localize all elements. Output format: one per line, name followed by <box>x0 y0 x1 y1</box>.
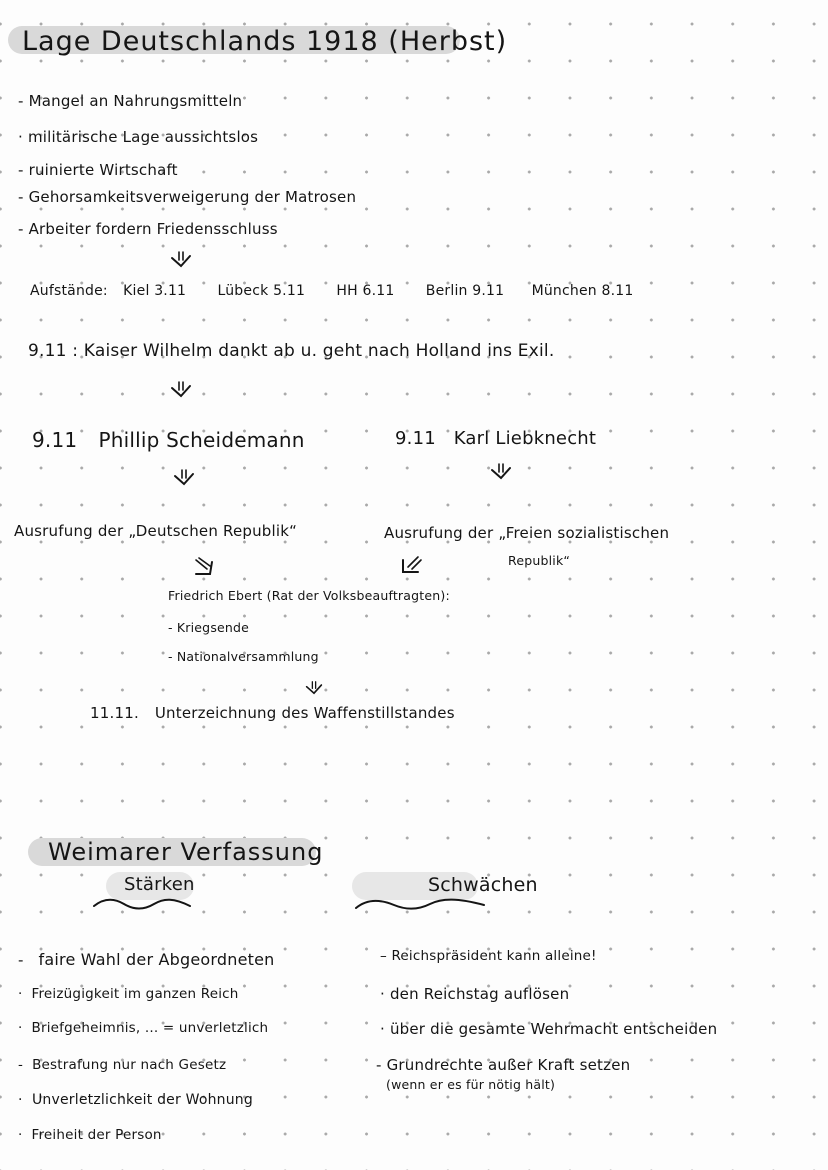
arrow-down-right-icon <box>194 558 216 576</box>
abdication-line <box>28 341 554 361</box>
list-item: - Bestrafung nur nach Gesetz <box>18 1057 227 1073</box>
bullet: · <box>18 1127 23 1143</box>
uprisings-row <box>30 283 634 299</box>
ebert-heading: Friedrich Ebert (Rat der Volksbeauftragten): <box>168 588 450 603</box>
wavy-underline <box>354 896 486 914</box>
bullet: – <box>380 948 387 964</box>
list-item: · Freiheit der Person <box>18 1127 162 1143</box>
armistice-date: 11.11. <box>90 704 139 722</box>
ebert-item-nationalversammlung: - Nationalversammlung <box>168 649 319 664</box>
uprising-luebeck: Lübeck 5.11 <box>217 283 306 299</box>
left-branch-person: Phillip Scheidemann <box>98 428 305 452</box>
bullet: - <box>18 220 24 238</box>
list-item: · über die gesamte Wehrmacht entscheiden <box>380 1020 718 1038</box>
list-item: · Unverletzlichkeit der Wohnung <box>18 1092 253 1108</box>
arrow-down-left-icon <box>400 556 422 574</box>
list-item: – Reichspräsident kann alleine! <box>380 948 597 964</box>
arrow-down-icon <box>305 680 323 695</box>
bullet: - <box>376 1056 382 1074</box>
left-branch-date: 9.11 <box>32 428 78 452</box>
list-item: - Mangel an Nahrungsmitteln <box>18 92 243 110</box>
armistice-line <box>90 704 455 722</box>
bullet: - <box>18 161 24 179</box>
bullet: · <box>18 128 23 146</box>
right-branch-date: 9.11 <box>395 428 436 449</box>
bullet: · <box>18 1092 23 1108</box>
ebert-item-kriegsende: - Kriegsende <box>168 620 250 635</box>
bullet: - <box>18 92 24 110</box>
right-proclamation-line2: Republik“ <box>508 553 571 568</box>
arrow-down-icon <box>173 468 195 486</box>
strengths-heading: Stärken <box>124 874 195 895</box>
list-item: - Arbeiter fordern Friedensschluss <box>18 220 278 238</box>
bullet: · <box>18 1020 23 1036</box>
uprising-kiel: Kiel 3.11 <box>123 283 187 299</box>
bullet: - <box>18 951 24 969</box>
list-item: · militärische Lage aussichtslos <box>18 128 259 146</box>
bullet: - <box>18 188 24 206</box>
uprising-berlin: Berlin 9.11 <box>425 283 505 299</box>
list-item: · den Reichstag auflösen <box>380 985 570 1003</box>
left-proclamation: Ausrufung der „Deutschen Republik“ <box>14 522 298 540</box>
abdication-text: Kaiser Wilhelm dankt ab u. geht nach Holland ins Exil. <box>83 341 555 361</box>
uprising-hamburg: HH 6.11 <box>336 283 395 299</box>
right-branch-person: Karl Liebknecht <box>453 428 597 449</box>
uprisings-label: Aufstände: <box>30 283 108 299</box>
bullet: · <box>18 986 23 1002</box>
abdication-date: 9.11 : <box>28 341 79 361</box>
wavy-underline <box>92 896 192 912</box>
armistice-text: Unterzeichnung des Waffenstillstandes <box>154 704 455 722</box>
bullet: · <box>380 985 385 1003</box>
arrow-down-icon <box>170 250 192 268</box>
list-item: - Gehorsamkeitsverweigerung der Matrosen <box>18 188 357 206</box>
list-item: · Freizügigkeit im ganzen Reich <box>18 986 239 1002</box>
arrow-down-icon <box>490 462 512 480</box>
weaknesses-heading: Schwächen <box>428 874 538 896</box>
right-branch-header <box>395 428 596 449</box>
list-item: - faire Wahl der Abgeordneten <box>18 950 275 969</box>
left-branch-header <box>32 428 305 452</box>
bullet: - <box>18 1057 24 1073</box>
right-proclamation-line1: Ausrufung der „Freien sozialistischen <box>384 524 670 542</box>
bullet: · <box>380 1020 385 1038</box>
list-item: - ruinierte Wirtschaft <box>18 161 178 179</box>
section-title-weimarer-verfassung: Weimarer Verfassung <box>48 838 324 866</box>
list-item: - Grundrechte außer Kraft setzen <box>376 1056 631 1074</box>
list-item-note: (wenn er es für nötig hält) <box>386 1077 556 1092</box>
list-item: · Briefgeheimnis, ... = unverletzlich <box>18 1020 269 1036</box>
uprising-muenchen: München 8.11 <box>531 283 634 299</box>
arrow-down-icon <box>170 380 192 398</box>
section-title-lage-deutschlands: Lage Deutschlands 1918 (Herbst) <box>22 26 508 57</box>
